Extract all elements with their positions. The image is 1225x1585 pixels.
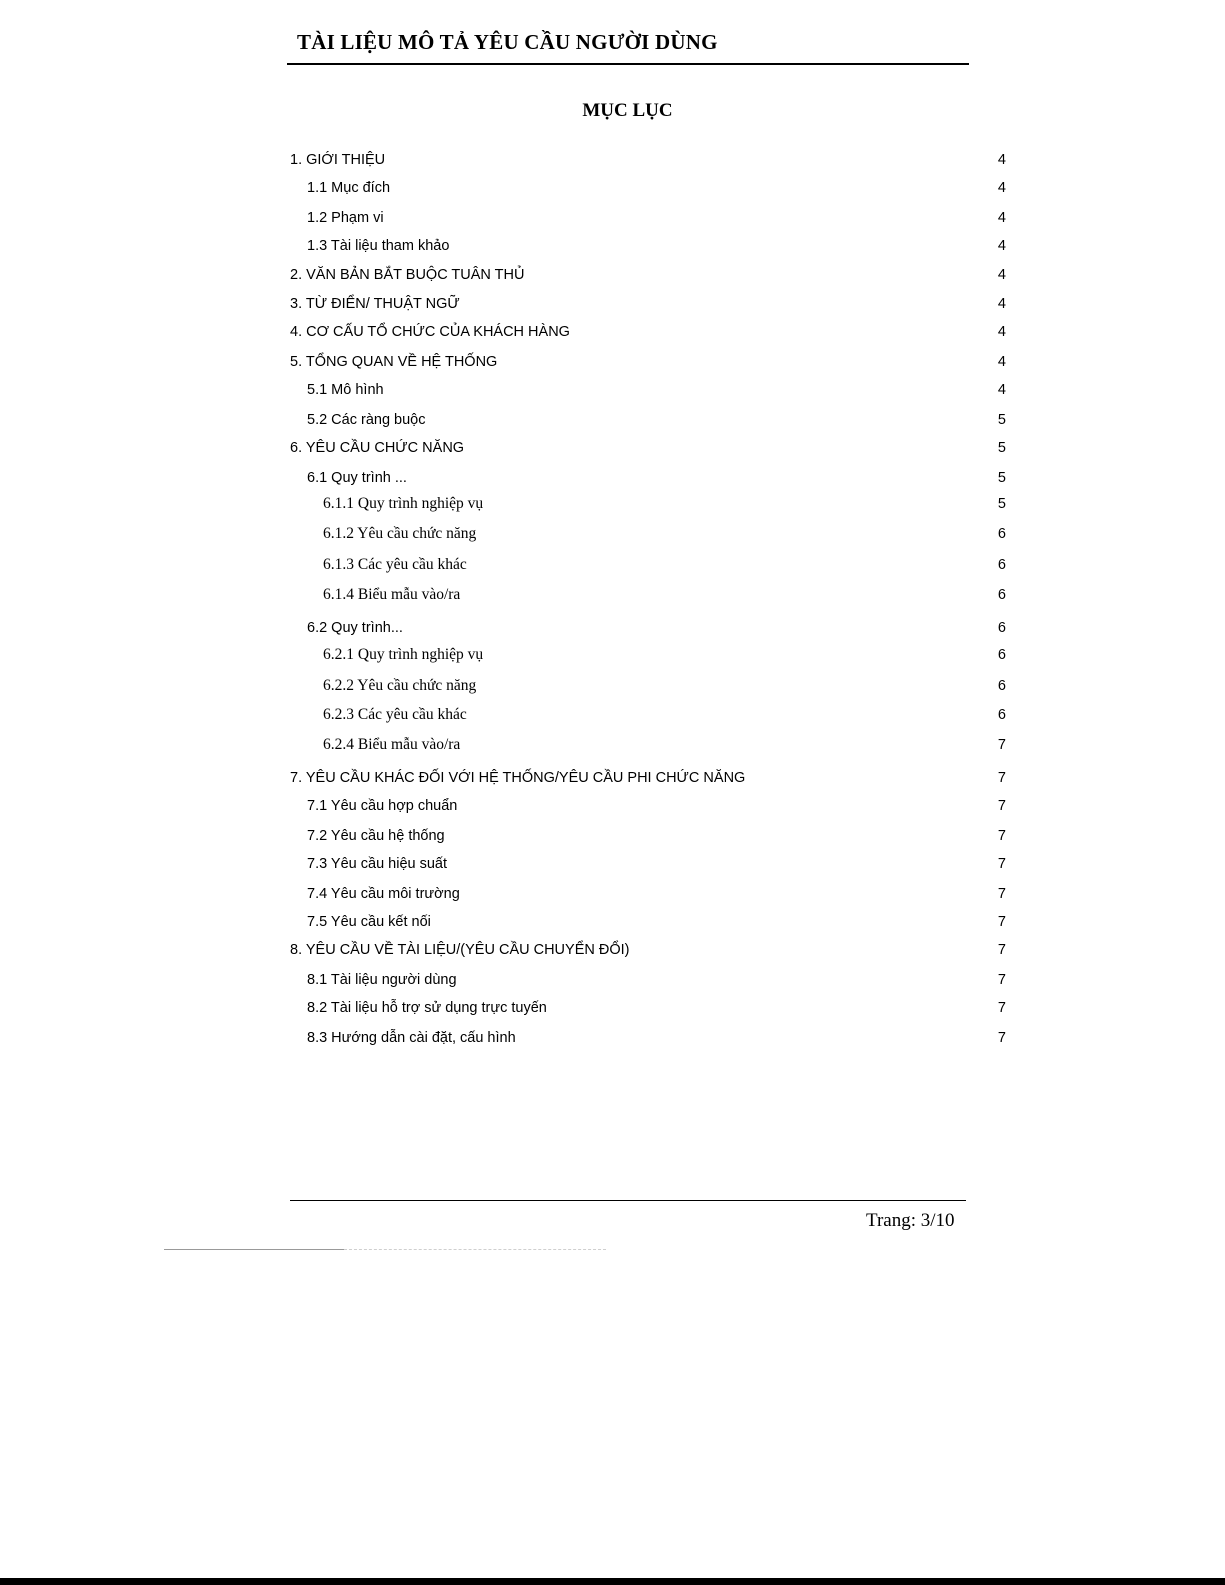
toc-entry[interactable]: [0, 618, 1010, 642]
toc-entry-label: 8.3 Hướng dẫn cài đặt, cấu hình: [307, 1030, 516, 1046]
toc-entry[interactable]: [0, 735, 1010, 759]
page-edge-line-faint: [344, 1249, 606, 1250]
toc-entry[interactable]: [0, 468, 1010, 492]
toc-entry-page: 5: [997, 496, 1006, 512]
toc-entry-page: 7: [997, 942, 1006, 958]
toc-entry-label: 1.3 Tài liệu tham khảo: [307, 238, 450, 254]
toc-entry-page: 7: [997, 1000, 1006, 1016]
toc-entry-label: 8.1 Tài liệu người dùng: [307, 972, 457, 988]
toc-entry-label: 7.1 Yêu cầu hợp chuẩn: [307, 798, 458, 814]
toc-entry-label: 8.2 Tài liệu hỗ trợ sử dụng trực tuyến: [307, 1000, 547, 1016]
page-number: Trang: 3/10: [866, 1210, 955, 1231]
toc-entry-label: 6.2 Quy trình...: [307, 620, 403, 636]
toc-entry-label: 6.2.4 Biểu mẫu vào/ra: [323, 736, 461, 753]
toc-entry-page: 4: [997, 296, 1006, 312]
toc-entry[interactable]: [0, 768, 1010, 792]
toc-entry[interactable]: [0, 236, 1010, 260]
toc-entry[interactable]: [0, 322, 1010, 346]
toc-entry-label: 1. GIỚI THIỆU: [290, 152, 386, 168]
toc-entry-page: 4: [997, 210, 1006, 226]
toc-entry[interactable]: [0, 150, 1010, 174]
toc-entry-label: 1.1 Mục đích: [307, 180, 391, 196]
page-bottom-edge: [0, 1578, 1225, 1585]
toc-entry-label: 5.2 Các ràng buộc: [307, 412, 426, 428]
page-edge-line: [164, 1249, 344, 1250]
toc-entry[interactable]: [0, 294, 1010, 318]
toc-entry-page: 4: [997, 354, 1006, 370]
toc-entry-label: 1.2 Phạm vi: [307, 210, 384, 226]
toc-entry[interactable]: [0, 524, 1010, 548]
footer-divider: [290, 1200, 966, 1201]
toc-entry-page: 4: [997, 238, 1006, 254]
toc-entry-label: 7.4 Yêu cầu môi trường: [307, 886, 460, 902]
toc-entry[interactable]: [0, 645, 1010, 669]
toc-entry-page: 7: [997, 856, 1006, 872]
toc-entry[interactable]: [0, 676, 1010, 700]
toc-entry[interactable]: [0, 494, 1010, 518]
toc-entry-page: 5: [997, 470, 1006, 486]
toc-entry-label: 4. CƠ CẤU TỔ CHỨC CỦA KHÁCH HÀNG: [290, 324, 570, 340]
toc-entry-label: 6.2.1 Quy trình nghiệp vụ: [323, 646, 484, 663]
toc-entry[interactable]: [0, 1028, 1010, 1052]
toc-entry[interactable]: [0, 826, 1010, 850]
toc-entry-label: 6.1 Quy trình ...: [307, 470, 407, 486]
toc-entry[interactable]: [0, 438, 1010, 462]
document-title: TÀI LIỆU MÔ TẢ YÊU CẦU NGƯỜI DÙNG: [297, 30, 718, 54]
toc-entry-label: 5. TỔNG QUAN VỀ HỆ THỐNG: [290, 354, 498, 370]
toc-heading: MỤC LỤC: [582, 100, 673, 121]
toc-entry-label: 3. TỪ ĐIỂN/ THUẬT NGỮ: [290, 296, 460, 312]
toc-entry-label: 6.1.4 Biểu mẫu vào/ra: [323, 586, 461, 603]
toc-entry-page: 6: [997, 678, 1006, 694]
toc-entry[interactable]: [0, 178, 1010, 202]
toc-entry-page: 7: [997, 770, 1006, 786]
toc-entry[interactable]: [0, 352, 1010, 376]
toc-entry[interactable]: [0, 410, 1010, 434]
toc-entry-label: 6.2.2 Yêu cầu chức năng: [323, 677, 477, 694]
toc-entry-label: 6.1.1 Quy trình nghiệp vụ: [323, 495, 484, 512]
toc-entry-page: 7: [997, 1030, 1006, 1046]
toc-entry[interactable]: [0, 998, 1010, 1022]
toc-entry-label: 7. YÊU CẦU KHÁC ĐỐI VỚI HỆ THỐNG/YÊU CẦU PHI CHỨC NĂNG: [290, 770, 746, 786]
toc-entry-label: 2. VĂN BẢN BẮT BUỘC TUÂN THỦ: [290, 267, 525, 283]
toc-entry-page: 4: [997, 180, 1006, 196]
toc-entry-page: 6: [997, 620, 1006, 636]
toc-entry-page: 4: [997, 267, 1006, 283]
toc-entry-label: 6. YÊU CẦU CHỨC NĂNG: [290, 440, 465, 456]
toc-entry[interactable]: [0, 854, 1010, 878]
toc-entry-label: 8. YÊU CẦU VỀ TÀI LIỆU/(YÊU CẦU CHUYỂN ĐỔI): [290, 942, 630, 958]
toc-entry-label: 6.1.3 Các yêu cầu khác: [323, 556, 467, 573]
toc-entry[interactable]: [0, 940, 1010, 964]
toc-entry-page: 4: [997, 324, 1006, 340]
toc-entry-label: 7.3 Yêu cầu hiệu suất: [307, 856, 448, 872]
toc-entry[interactable]: [0, 265, 1010, 289]
toc-entry-page: 6: [997, 587, 1006, 603]
toc-entry[interactable]: [0, 912, 1010, 936]
toc-entry-label: 7.2 Yêu cầu hệ thống: [307, 828, 445, 844]
toc-entry-page: 6: [997, 647, 1006, 663]
toc-entry[interactable]: [0, 970, 1010, 994]
toc-entry-page: 7: [997, 972, 1006, 988]
toc-entry-page: 7: [997, 798, 1006, 814]
toc-entry[interactable]: [0, 884, 1010, 908]
toc-entry-page: 4: [997, 382, 1006, 398]
toc-entry-label: 6.2.3 Các yêu cầu khác: [323, 706, 467, 723]
toc-entry[interactable]: [0, 380, 1010, 404]
toc-entry[interactable]: [0, 555, 1010, 579]
toc-entry[interactable]: [0, 208, 1010, 232]
toc-entry-label: 6.1.2 Yêu cầu chức năng: [323, 525, 477, 542]
toc-entry-page: 6: [997, 707, 1006, 723]
toc-entry-label: 7.5 Yêu cầu kết nối: [307, 914, 431, 930]
toc-entry-page: 7: [997, 737, 1006, 753]
toc-entry-page: 6: [997, 557, 1006, 573]
toc-entry-page: 7: [997, 914, 1006, 930]
toc-entry-page: 5: [997, 440, 1006, 456]
toc-entry-page: 6: [997, 526, 1006, 542]
toc-entry-page: 7: [997, 886, 1006, 902]
toc-entry-page: 4: [997, 152, 1006, 168]
toc-entry[interactable]: [0, 705, 1010, 729]
toc-entry[interactable]: [0, 796, 1010, 820]
toc-entry-page: 5: [997, 412, 1006, 428]
toc-entry-page: 7: [997, 828, 1006, 844]
toc-entry-label: 5.1 Mô hình: [307, 382, 384, 398]
toc-entry[interactable]: [0, 585, 1010, 609]
